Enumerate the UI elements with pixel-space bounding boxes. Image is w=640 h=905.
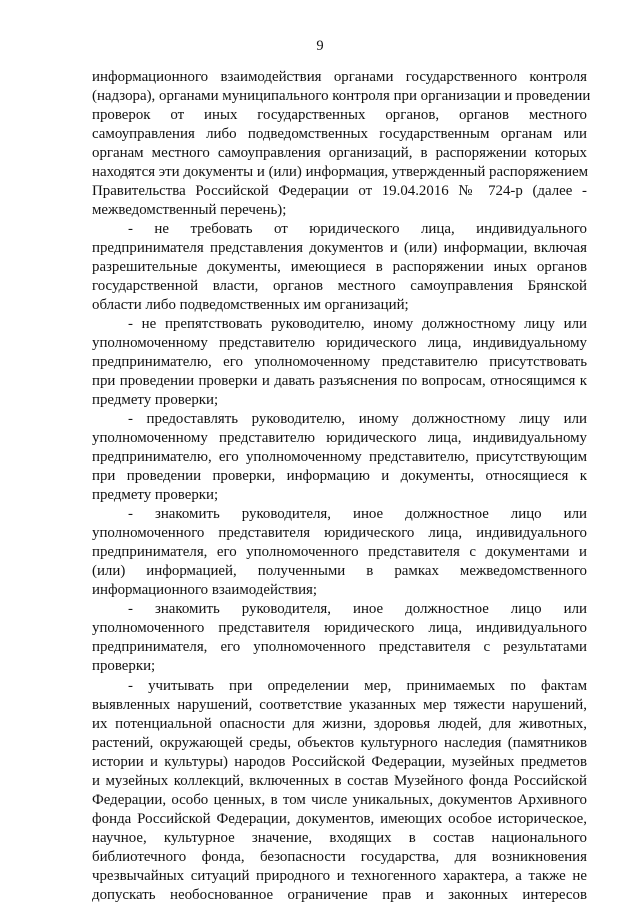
text-line: уполномоченному представителю юридического лица, индивидуальному [92, 430, 587, 447]
text-line: - учитывать при определении мер, принимаемых по фактам [128, 677, 587, 694]
text-line: Федерации, особо ценных, в том числе уникальных, документов Архивного [92, 791, 587, 808]
text-line: предпринимателю, его уполномоченному представителю присутствовать [92, 354, 587, 371]
text-line: государственной власти, органов местного самоуправления Брянской [92, 278, 587, 295]
text-line: допускать необоснованное ограничение прав и законных интересов [92, 886, 587, 903]
text-line: - не препятствовать руководителю, иному должностному лицу или [128, 316, 587, 333]
text-line: фонда Российской Федерации, документов, имеющих особое историческое, [92, 810, 587, 827]
text-line: - не требовать от юридического лица, индивидуального [128, 221, 587, 238]
text-line: чрезвычайных ситуаций природного и техногенного характера, а также не [92, 867, 587, 884]
text-line: предпринимателя представления документов и (или) информации, включая [92, 240, 587, 257]
document-body-text [92, 68, 591, 905]
text-line: межведомственный перечень); [92, 202, 287, 219]
text-line: растений, окружающей среды, объектов культурного наследия (памятников [92, 734, 587, 751]
text-line: органам местного самоуправления организаций, в распоряжении которых [92, 145, 587, 162]
text-line: при проведении проверки, информацию и документы, относящиеся к [92, 468, 587, 485]
text-line: информационного взаимодействия органами государственного контроля [92, 69, 587, 85]
text-line: (или) информацией, полученными в рамках межведомственного [92, 563, 587, 580]
text-line: разрешительные документы, имеющиеся в распоряжении иных органов [92, 259, 587, 276]
text-line: уполномоченному представителю юридического лица, индивидуальному [92, 335, 587, 352]
text-line: предмету проверки; [92, 487, 219, 504]
text-line: библиотечного фонда, безопасности государства, для возникновения [92, 848, 587, 865]
text-line: самоуправления либо подведомственных государственным органам или [92, 126, 587, 143]
text-line: предпринимателя, его уполномоченного представителя с результатами [92, 639, 587, 656]
text-line: находятся эти документы и (или) информация, утвержденный распоряжением [92, 164, 589, 181]
text-line: области либо подведомственных им организаций; [92, 297, 409, 314]
text-line: Правительства Российской Федерации от 19.04.2016 № 724-р (далее - [92, 183, 587, 200]
text-line: проверок от иных государственных органов, органов местного [92, 107, 587, 124]
text-line: (надзора), органами муниципального контроля при организации и проведении [92, 88, 591, 105]
text-line: выявленных нарушений, соответствие указанных мер тяжести нарушений, [92, 696, 587, 713]
text-line: - предоставлять руководителю, иному должностному лицу или [128, 411, 587, 428]
text-line: - знакомить руководителя, иное должностное лицо или [128, 601, 587, 618]
text-line: предмету проверки; [92, 392, 219, 409]
text-line: проверки; [92, 658, 156, 675]
text-line: предпринимателю, его уполномоченному представителю, присутствующим [92, 449, 587, 466]
text-line: истории и культуры) народов Российской Федерации, музейных предметов [92, 753, 587, 770]
page-number: 9 [316, 38, 324, 54]
text-line: их потенциальной опасности для жизни, здоровья людей, для животных, [92, 715, 587, 732]
text-line: научное, культурное значение, входящих в состав национального [92, 829, 587, 846]
text-line: уполномоченного представителя юридического лица, индивидуального [92, 620, 587, 637]
text-line: информационного взаимодействия; [92, 582, 318, 599]
text-line: уполномоченного представителя юридического лица, индивидуального [92, 525, 587, 542]
text-line: при проведении проверки и давать разъяснения по вопросам, относящимся к [92, 373, 587, 390]
text-line: - знакомить руководителя, иное должностное лицо или [128, 506, 587, 523]
text-line: предпринимателя, его уполномоченного представителя с документами и [92, 544, 587, 561]
text-line: и музейных коллекций, включенных в состав Музейного фонда Российской [92, 772, 587, 789]
